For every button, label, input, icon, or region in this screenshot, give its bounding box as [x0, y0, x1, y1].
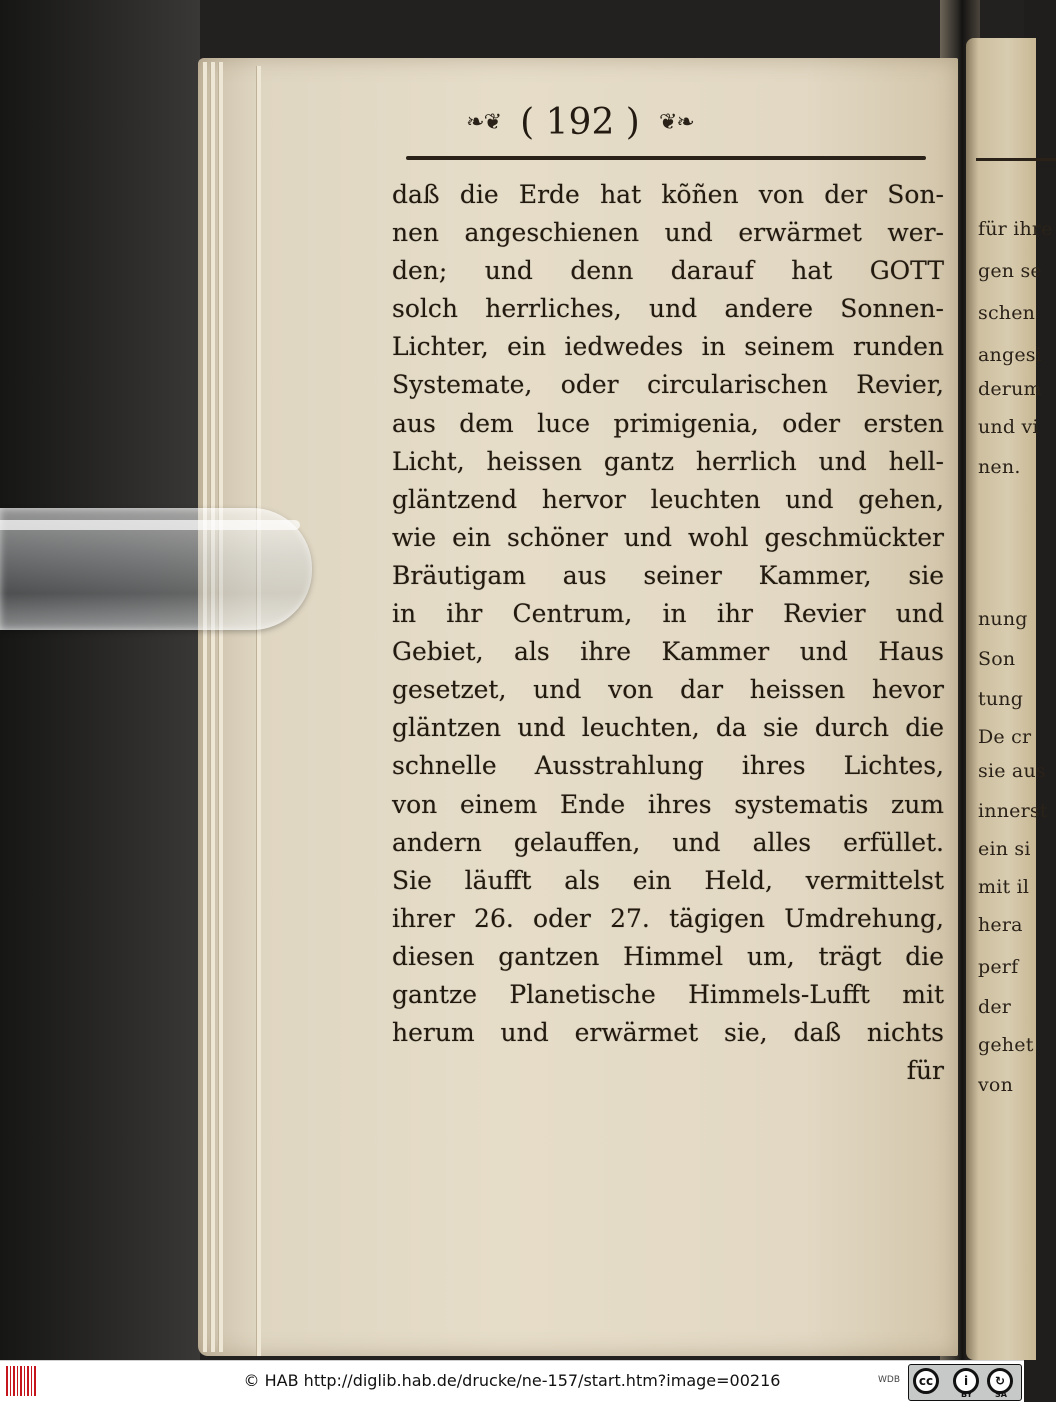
next-page-line: derum: [978, 378, 1042, 400]
next-page-line: nen.: [978, 456, 1021, 478]
backdrop: [0, 0, 200, 1360]
catchword: für: [906, 1056, 944, 1086]
page-edge: [256, 66, 261, 1356]
cc-license-badge[interactable]: [908, 1364, 1022, 1401]
text-line: den; und denn darauf hat GOTT: [392, 256, 944, 286]
next-page-line: angesi: [978, 344, 1042, 366]
head-rule: [406, 156, 926, 160]
copyright-url[interactable]: © HAB http://diglib.hab.de/drucke/ne-157/start.htm?image=00216: [243, 1371, 781, 1390]
page-number: ( 192 ): [520, 102, 640, 143]
text-line: Systemate, oder circularischen Revier,: [392, 370, 944, 400]
running-head: [200, 102, 960, 146]
page-edge: [202, 62, 207, 1352]
next-page-line: der: [978, 996, 1012, 1018]
text-line: in ihr Centrum, in ihr Revier und: [392, 599, 944, 629]
next-page-line: De cr: [978, 726, 1032, 748]
text-line: von einem Ende ihres systematis zum: [392, 789, 944, 819]
by-icon: i: [953, 1368, 979, 1394]
text-line: gläntzen und leuchten, da sie durch die: [392, 713, 944, 743]
body-text: [392, 176, 944, 1090]
next-page-line: perf: [978, 956, 1019, 978]
text-line: daß die Erde hat kõñen von der Son-: [392, 180, 944, 209]
text-line: solch herrliches, und andere Sonnen-: [392, 294, 944, 324]
page-edge: [210, 62, 215, 1352]
next-page-line: gehet: [978, 1034, 1034, 1056]
next-page-line: Son: [978, 648, 1016, 670]
next-page-line: tung: [978, 688, 1024, 710]
text-line: Gebiet, als ihre Kammer und Haus: [392, 637, 944, 667]
text-line: diesen gantzen Himmel um, trägt die: [392, 941, 944, 971]
next-page-line: schen: [978, 302, 1036, 324]
next-page-line: ein si: [978, 838, 1031, 860]
sa-label: SA: [995, 1390, 1007, 1399]
text-line: wie ein schöner und wohl geschmückter: [392, 522, 944, 552]
next-page-line: für ihre: [978, 218, 1053, 240]
next-page-fragment: [966, 38, 1053, 1360]
next-page-line: innerst: [978, 800, 1048, 822]
text-line: andern gelauffen, und alles erfüllet.: [392, 827, 944, 857]
next-page-line: mit il: [978, 876, 1030, 898]
next-page-head-rule: [976, 158, 1056, 161]
text-line: herum und erwärmet sie, daß nichts: [392, 1018, 944, 1048]
page-edge: [218, 62, 223, 1352]
next-page-line: und vi: [978, 416, 1039, 438]
footer-small-label: WDB: [878, 1375, 901, 1385]
ornament-right: ❦❧: [658, 110, 694, 135]
text-line: Lichter, ein iedwedes in seinem runden: [392, 332, 944, 362]
cc-icon: cc: [913, 1368, 939, 1394]
text-line: gläntzend hervor leuchten und gehen,: [392, 484, 944, 514]
next-page-line: gen se: [978, 260, 1042, 282]
text-line: gantze Planetische Himmels-Lufft mit: [392, 979, 944, 1009]
by-label: BY: [961, 1390, 973, 1399]
text-line: Bräutigam aus seiner Kammer, sie: [392, 560, 944, 590]
text-line: ihrer 26. oder 27. tägigen Umdrehung,: [392, 903, 944, 933]
ornament-left: ❧❦: [466, 110, 502, 135]
footer-bar: [0, 1360, 1024, 1402]
clip-highlight: [0, 520, 300, 530]
text-line: schnelle Ausstrahlung ihres Lichtes,: [392, 751, 944, 781]
next-page-line: nung: [978, 608, 1028, 630]
text-line: Sie läufft als ein Held, vermittelst: [392, 865, 944, 895]
text-line: nen angeschienen und erwärmet wer-: [392, 218, 944, 248]
text-line: Licht, heissen gantz herrlich und hell-: [392, 446, 944, 476]
text-line: aus dem luce primigenia, oder ersten: [392, 408, 944, 438]
sa-icon: ↻: [987, 1368, 1013, 1394]
next-page-line: hera: [978, 914, 1023, 936]
next-page-line: sie aus: [978, 760, 1046, 782]
next-page-line: von: [978, 1074, 1014, 1096]
text-line: gesetzet, und von dar heissen hevor: [392, 675, 944, 705]
